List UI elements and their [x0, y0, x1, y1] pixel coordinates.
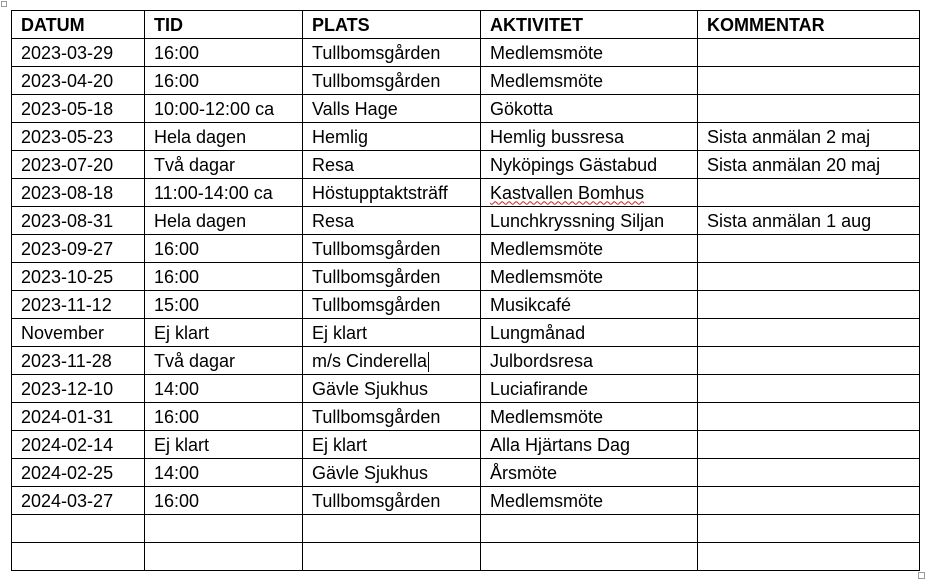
- cell-tid[interactable]: Två dagar: [145, 347, 303, 375]
- cell-plats[interactable]: Resa: [303, 207, 481, 235]
- table-row: [12, 403, 920, 431]
- cell-kommentar[interactable]: [698, 179, 920, 207]
- cell-datum[interactable]: 2023-10-25: [12, 263, 145, 291]
- cell-plats[interactable]: Tullbomsgården: [303, 39, 481, 67]
- cell-tid[interactable]: Två dagar: [145, 151, 303, 179]
- cell-datum[interactable]: 2024-02-25: [12, 459, 145, 487]
- cell-aktivitet[interactable]: Lungmånad: [481, 319, 698, 347]
- table-row: [12, 291, 920, 319]
- cell-aktivitet[interactable]: Medlemsmöte: [481, 403, 698, 431]
- cell-plats-text: m/s Cinderella: [312, 350, 428, 371]
- cell-datum[interactable]: 2024-01-31: [12, 403, 145, 431]
- cell-aktivitet[interactable]: [481, 179, 698, 207]
- cell-kommentar[interactable]: [698, 403, 920, 431]
- cell-aktivitet[interactable]: Medlemsmöte: [481, 67, 698, 95]
- cell-datum[interactable]: November: [12, 319, 145, 347]
- table-row: [12, 179, 920, 207]
- cell-datum[interactable]: 2024-02-14: [12, 431, 145, 459]
- cell-tid[interactable]: [145, 543, 303, 571]
- cell-datum[interactable]: 2023-03-29: [12, 39, 145, 67]
- cell-aktivitet[interactable]: Medlemsmöte: [481, 39, 698, 67]
- cell-aktivitet[interactable]: Alla Hjärtans Dag: [481, 431, 698, 459]
- cell-plats[interactable]: Tullbomsgården: [303, 67, 481, 95]
- cell-datum[interactable]: 2023-08-18: [12, 179, 145, 207]
- cell-tid[interactable]: 14:00: [145, 375, 303, 403]
- cell-tid[interactable]: 16:00: [145, 403, 303, 431]
- cell-kommentar[interactable]: [698, 67, 920, 95]
- cell-plats[interactable]: Ej klart: [303, 319, 481, 347]
- table-row: [12, 375, 920, 403]
- cell-kommentar[interactable]: [698, 375, 920, 403]
- cell-plats[interactable]: [303, 515, 481, 543]
- table-row: [12, 95, 920, 123]
- cell-plats[interactable]: [303, 347, 481, 375]
- spellcheck-flagged-text: Kastvallen Bomhus: [490, 182, 645, 203]
- cell-kommentar[interactable]: [698, 459, 920, 487]
- header-tid[interactable]: TID: [145, 11, 303, 39]
- table-row-empty: [12, 543, 920, 571]
- header-row: [12, 11, 920, 39]
- cell-datum[interactable]: 2023-12-10: [12, 375, 145, 403]
- cell-tid[interactable]: Ej klart: [145, 431, 303, 459]
- cell-kommentar[interactable]: [698, 347, 920, 375]
- cell-aktivitet[interactable]: Medlemsmöte: [481, 487, 698, 515]
- table-row: [12, 487, 920, 515]
- table-row: [12, 235, 920, 263]
- cell-plats[interactable]: Tullbomsgården: [303, 235, 481, 263]
- cell-plats[interactable]: [303, 543, 481, 571]
- cell-aktivitet[interactable]: Lunchkryssning Siljan: [481, 207, 698, 235]
- cell-kommentar[interactable]: Sista anmälan 2 maj: [698, 123, 920, 151]
- cell-datum[interactable]: 2023-05-23: [12, 123, 145, 151]
- cell-kommentar[interactable]: [698, 319, 920, 347]
- table-row: [12, 39, 920, 67]
- cell-datum[interactable]: [12, 515, 145, 543]
- table-move-handle[interactable]: [1, 1, 7, 7]
- cell-plats[interactable]: Hemlig: [303, 123, 481, 151]
- cell-datum[interactable]: 2023-04-20: [12, 67, 145, 95]
- cell-tid[interactable]: 15:00: [145, 291, 303, 319]
- cell-kommentar[interactable]: [698, 543, 920, 571]
- cell-kommentar[interactable]: [698, 431, 920, 459]
- cell-tid[interactable]: 16:00: [145, 263, 303, 291]
- cell-plats[interactable]: Ej klart: [303, 431, 481, 459]
- table-row: [12, 347, 920, 375]
- cell-kommentar[interactable]: [698, 515, 920, 543]
- cell-aktivitet[interactable]: Nyköpings Gästabud: [481, 151, 698, 179]
- cell-aktivitet[interactable]: Luciafirande: [481, 375, 698, 403]
- cell-plats[interactable]: Tullbomsgården: [303, 487, 481, 515]
- cell-tid[interactable]: 11:00-14:00 ca: [145, 179, 303, 207]
- cell-aktivitet[interactable]: Medlemsmöte: [481, 235, 698, 263]
- header-kommentar[interactable]: KOMMENTAR: [698, 11, 920, 39]
- cell-kommentar[interactable]: [698, 95, 920, 123]
- cell-tid[interactable]: [145, 515, 303, 543]
- cell-tid[interactable]: Ej klart: [145, 319, 303, 347]
- cell-plats[interactable]: Gävle Sjukhus: [303, 459, 481, 487]
- cell-datum[interactable]: 2024-03-27: [12, 487, 145, 515]
- cell-plats[interactable]: Resa: [303, 151, 481, 179]
- cell-aktivitet[interactable]: Medlemsmöte: [481, 263, 698, 291]
- cell-kommentar[interactable]: [698, 39, 920, 67]
- cell-tid[interactable]: 14:00: [145, 459, 303, 487]
- cell-plats[interactable]: Gävle Sjukhus: [303, 375, 481, 403]
- cell-datum[interactable]: 2023-11-28: [12, 347, 145, 375]
- cell-aktivitet[interactable]: Julbordsresa: [481, 347, 698, 375]
- cell-plats[interactable]: Tullbomsgården: [303, 263, 481, 291]
- cell-datum[interactable]: 2023-11-12: [12, 291, 145, 319]
- table-resize-handle[interactable]: [918, 572, 925, 579]
- cell-datum[interactable]: 2023-05-18: [12, 95, 145, 123]
- cell-datum[interactable]: 2023-09-27: [12, 235, 145, 263]
- table-row: [12, 431, 920, 459]
- schedule-table: [11, 10, 920, 571]
- header-datum[interactable]: DATUM: [12, 11, 145, 39]
- cell-aktivitet[interactable]: Musikcafé: [481, 291, 698, 319]
- cell-kommentar[interactable]: [698, 263, 920, 291]
- cell-kommentar[interactable]: [698, 235, 920, 263]
- cell-aktivitet[interactable]: Gökotta: [481, 95, 698, 123]
- header-aktivitet[interactable]: AKTIVITET: [481, 11, 698, 39]
- table-row: [12, 459, 920, 487]
- cell-aktivitet[interactable]: [481, 515, 698, 543]
- cell-aktivitet[interactable]: Årsmöte: [481, 459, 698, 487]
- cell-tid[interactable]: 16:00: [145, 39, 303, 67]
- cell-datum[interactable]: [12, 543, 145, 571]
- cell-plats[interactable]: Tullbomsgården: [303, 403, 481, 431]
- cell-kommentar[interactable]: [698, 487, 920, 515]
- cell-tid[interactable]: 16:00: [145, 487, 303, 515]
- cell-datum[interactable]: 2023-08-31: [12, 207, 145, 235]
- text-cursor: [428, 352, 429, 372]
- table-row: [12, 123, 920, 151]
- cell-aktivitet[interactable]: [481, 543, 698, 571]
- table-row-empty: [12, 515, 920, 543]
- cell-tid[interactable]: 16:00: [145, 67, 303, 95]
- cell-kommentar[interactable]: Sista anmälan 1 aug: [698, 207, 920, 235]
- cell-datum[interactable]: 2023-07-20: [12, 151, 145, 179]
- cell-tid[interactable]: 16:00: [145, 235, 303, 263]
- cell-plats[interactable]: Höstupptaktsträff: [303, 179, 481, 207]
- table-row: [12, 263, 920, 291]
- cell-plats[interactable]: Valls Hage: [303, 95, 481, 123]
- table-row: [12, 207, 920, 235]
- cell-kommentar[interactable]: Sista anmälan 20 maj: [698, 151, 920, 179]
- cell-tid[interactable]: Hela dagen: [145, 123, 303, 151]
- cell-plats[interactable]: Tullbomsgården: [303, 291, 481, 319]
- table-row: [12, 151, 920, 179]
- header-plats[interactable]: PLATS: [303, 11, 481, 39]
- cell-aktivitet[interactable]: Hemlig bussresa: [481, 123, 698, 151]
- table-row: [12, 67, 920, 95]
- table-row: [12, 319, 920, 347]
- cell-tid[interactable]: Hela dagen: [145, 207, 303, 235]
- cell-kommentar[interactable]: [698, 291, 920, 319]
- cell-tid[interactable]: 10:00-12:00 ca: [145, 95, 303, 123]
